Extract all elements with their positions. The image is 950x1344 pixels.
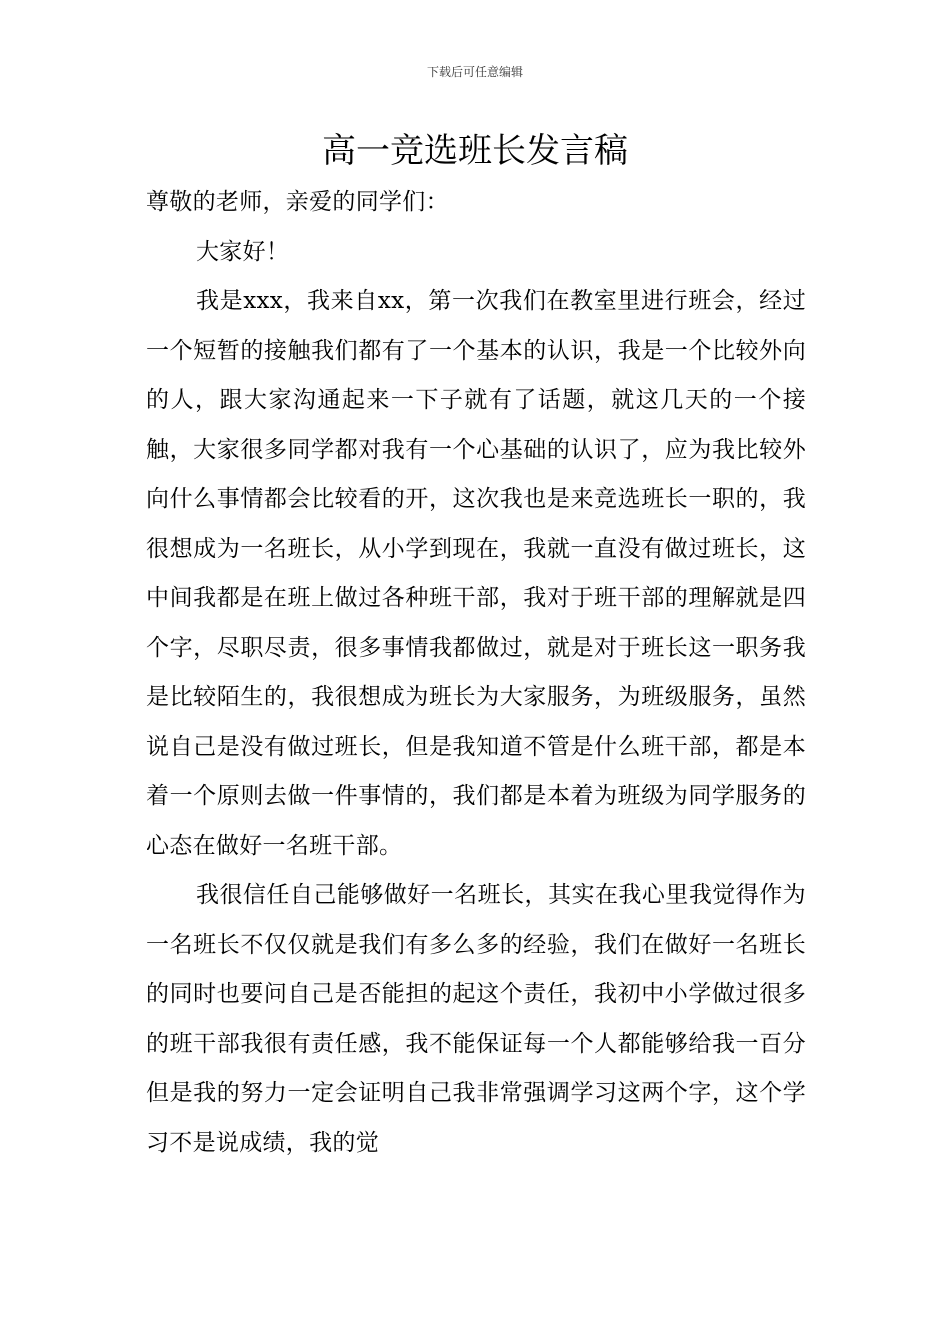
document-body <box>146 178 806 1168</box>
salutation: 尊敬的老师，亲爱的同学们： <box>146 189 449 215</box>
greeting: 大家好！ <box>196 238 290 265</box>
document-title: 高一竞选班长发言稿 <box>322 131 628 171</box>
header-note: 下载后可任意编辑 <box>426 65 523 79</box>
paragraph-1: 我是xxx，我来自xx，第一次我们在教室里进行班会，经过一个短暂的接触我们都有了一个基本的认识，我是一个比较外向的人，跟大家沟通起来一下子就有了话题，就这几天的一个接触，大家很多同学都对我有一个心基础的认识了，应为我比较外向什么事情都会比较看的开，这次我也是来竞选班长一职的，我很想成为一名班长，从小学到现在，我就一直没有做过班长，这中间我都是在班上做过各种班干部，我对于班干部的理解就是四个字，尽职尽责，很多事情我都做过，就是对于班长这一职务我是比较陌生的，我很想成为班长为大家服务，为班级服务，虽然说自己是没有做过班长，但是我知道不管是什么班干部，都是本着一个原则去做一件事情的，我们都是本着为班级为同学服务的心态在做好一名班干部。 <box>146 288 806 859</box>
paragraph-2: 我很信任自己能够做好一名班长，其实在我心里我觉得作为一名班长不仅仅就是我们有多么多的经验，我们在做好一名班长的同时也要问自己是否能担的起这个责任，我初中小学做过很多的班干部我很有责任感，我不能保证每一个人都能够给我一百分但是我的努力一定会证明自己我非常强调学习这两个字，这个学习不是说成绩，我的觉 <box>146 882 806 1156</box>
